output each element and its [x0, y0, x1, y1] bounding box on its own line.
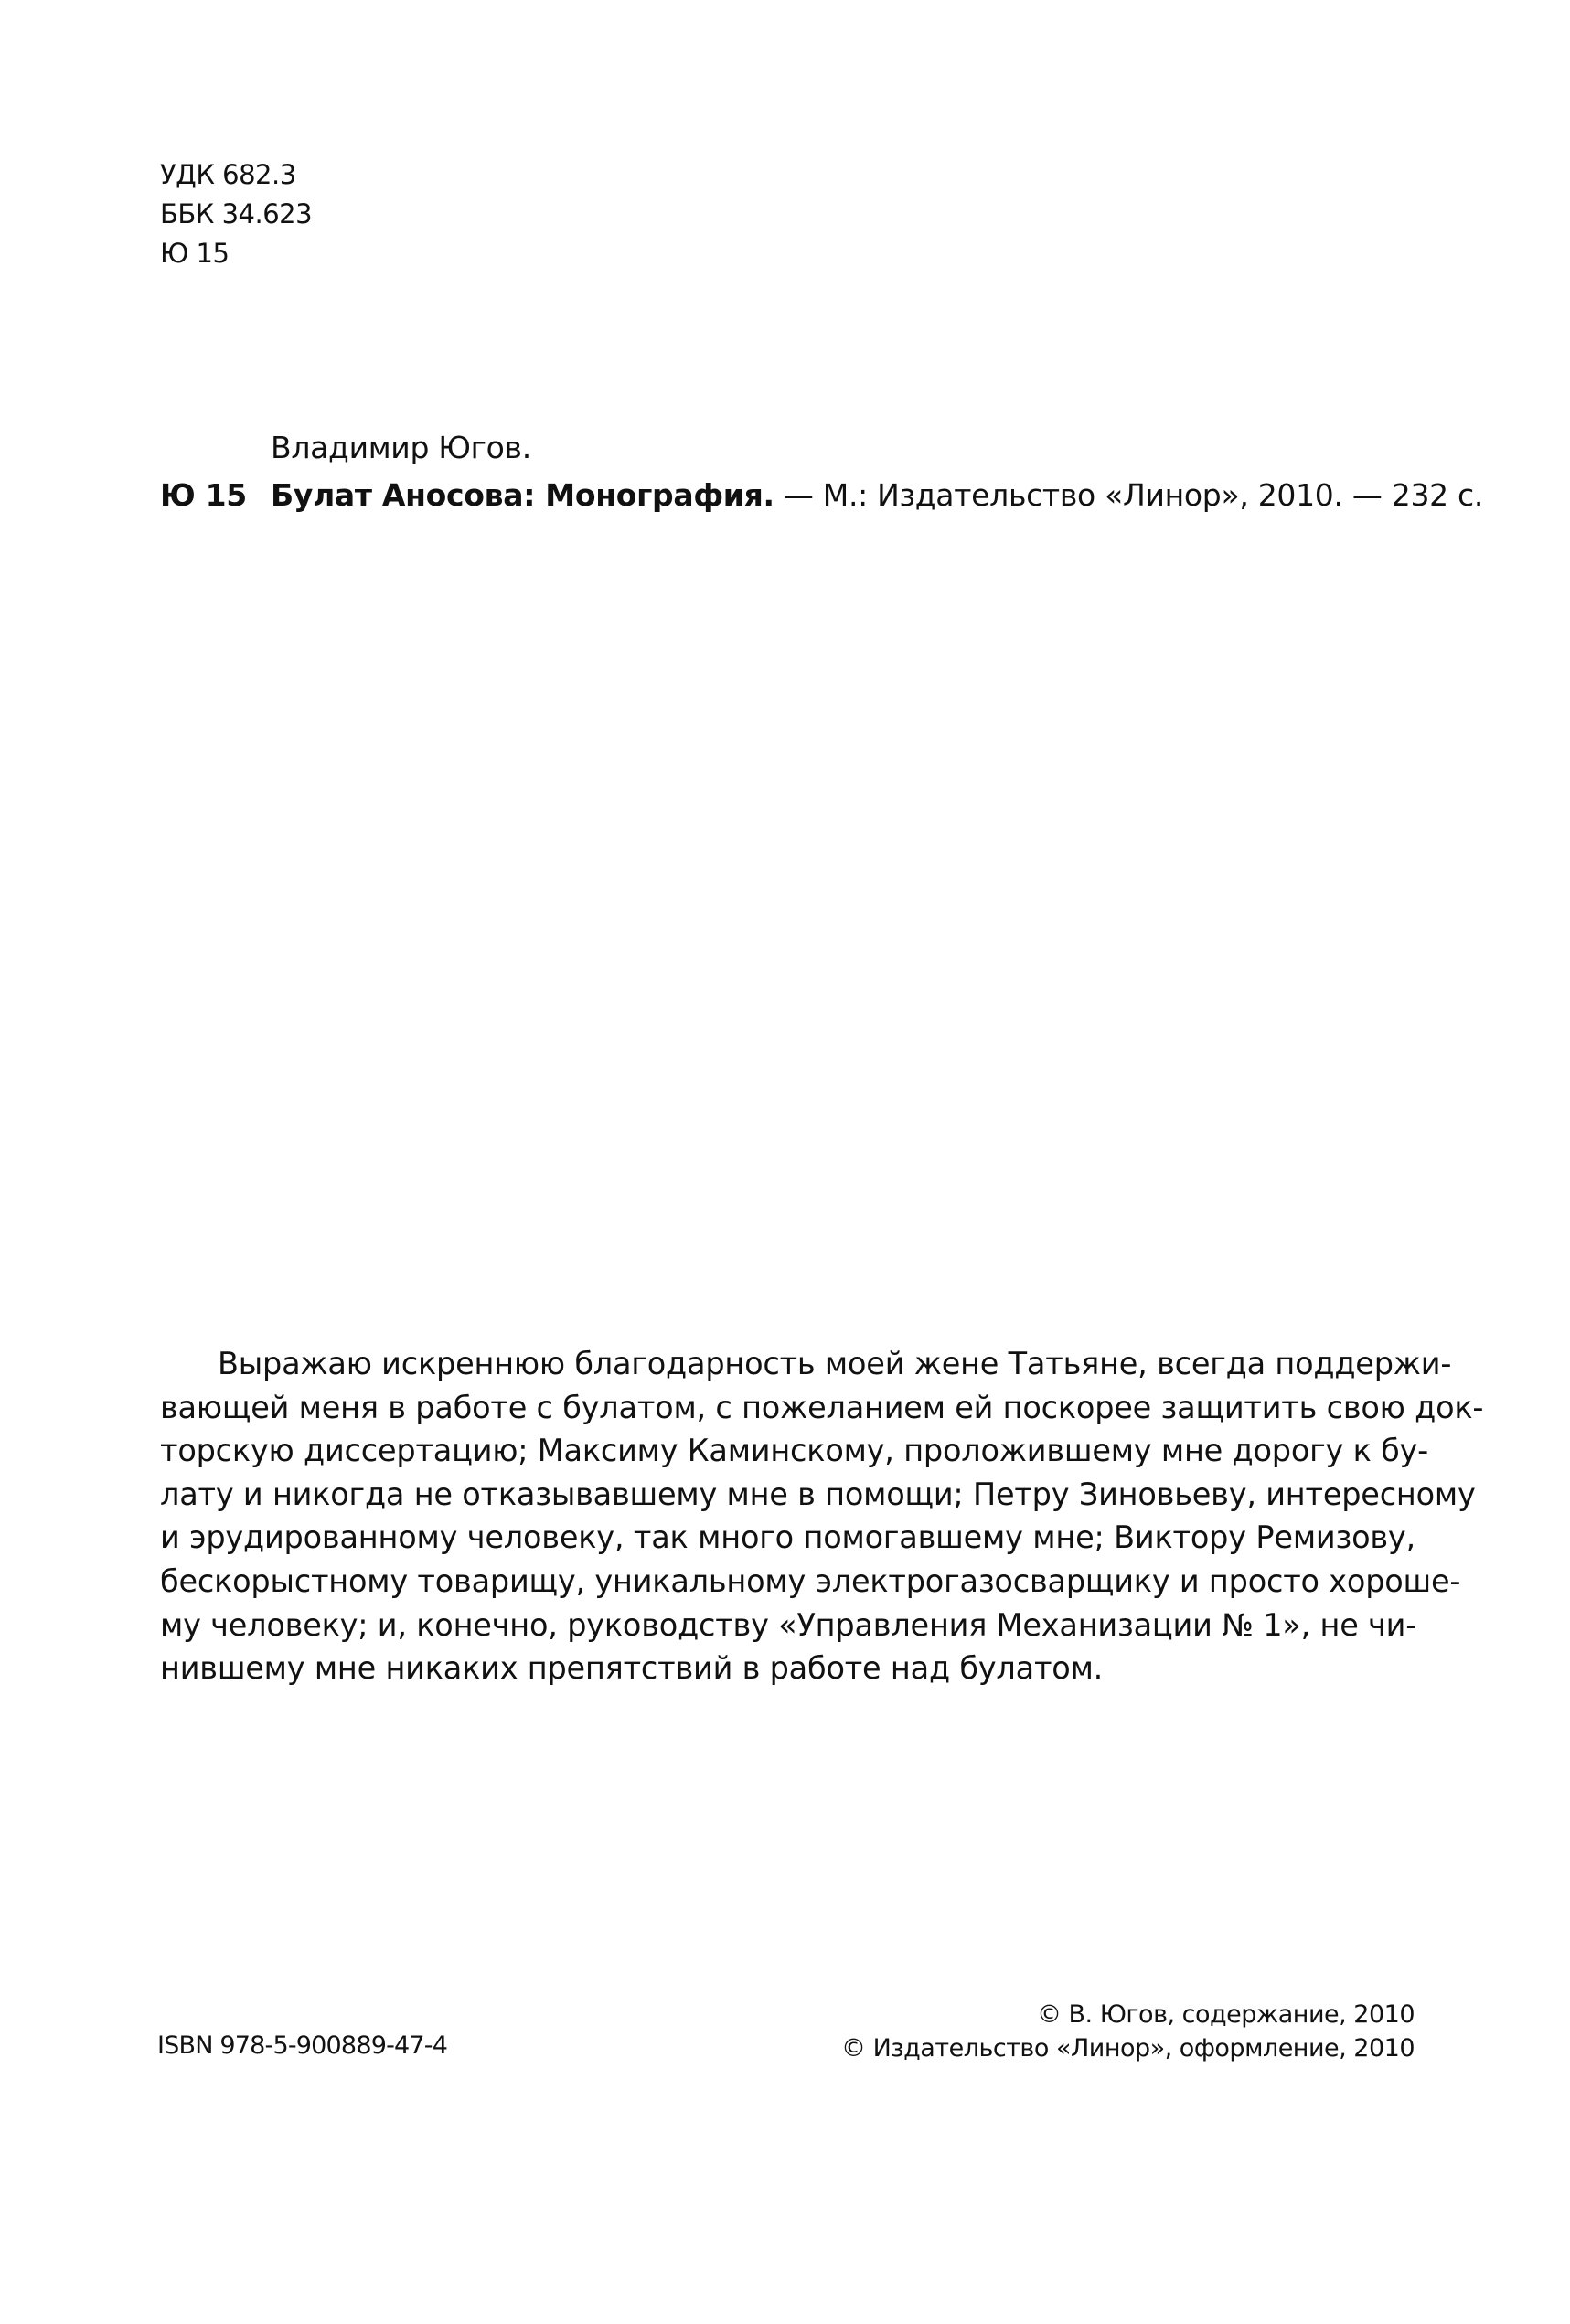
isbn: ISBN 978-5-900889-47-4: [157, 2031, 448, 2060]
bbk-code: ББК 34.623: [160, 198, 313, 229]
acknowledgement-line: лату и никогда не отказывавшему мне в помощи; Петру Зиновьеву, интересному: [160, 1476, 1476, 1512]
author-mark: Ю 15: [160, 238, 230, 269]
bibliographic-code: Ю 15: [160, 477, 247, 513]
book-title: Булат Аносова: Монография.: [271, 477, 774, 513]
acknowledgement-line: бескорыстному товарищу, уникальному электрогазосварщику и просто хороше-: [160, 1562, 1461, 1599]
acknowledgement-line: торскую диссертацию; Максиму Каминскому, проложившему мне дорогу к бу-: [160, 1433, 1429, 1469]
acknowledgement-line: му человеку; и, конечно, руководству «Управления Механизации № 1», не чи-: [160, 1606, 1417, 1643]
bibliographic-author: Владимир Югов.: [271, 430, 531, 465]
acknowledgement-line: Выражаю искреннюю благодарность моей жене Татьяне, всегда поддержи-: [218, 1346, 1452, 1381]
acknowledgement-line: нившему мне никаких препятствий в работе над булатом.: [160, 1650, 1104, 1687]
imprint-details: — М.: Издательство «Линор», 2010. — 232 с.: [774, 477, 1484, 513]
acknowledgement-line: вающей меня в работе с булатом, с пожеланием ей поскорее защитить свою док-: [160, 1389, 1484, 1425]
acknowledgement-line: и эрудированному человеку, так много помогавшему мне; Виктору Ремизову,: [160, 1519, 1415, 1556]
copyright-content: © В. Югов, содержание, 2010: [1036, 2000, 1415, 2029]
bibliographic-record: [160, 477, 1483, 514]
acknowledgement-paragraph: [160, 1342, 1484, 1690]
copyright-block: [841, 1998, 1415, 2065]
udk-code: УДК 682.3: [160, 159, 296, 190]
copyright-design: © Издательство «Линор», оформление, 2010: [841, 2034, 1415, 2063]
classification-block: [160, 155, 312, 273]
